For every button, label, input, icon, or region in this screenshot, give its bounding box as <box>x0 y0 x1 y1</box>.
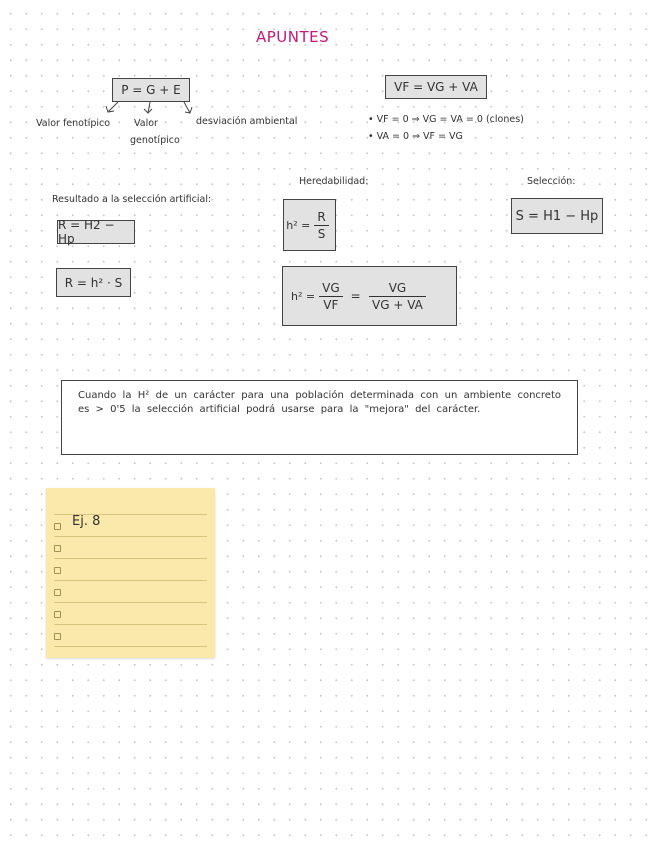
r-formula-box-2 <box>56 268 131 297</box>
checkbox[interactable] <box>54 611 61 618</box>
h2-variance-box <box>282 266 457 326</box>
h2b-fraction-2 <box>369 281 427 312</box>
checkbox[interactable] <box>54 633 61 640</box>
p-formula: P = G + E <box>121 83 181 97</box>
h2-numerator: R <box>314 210 328 226</box>
r-formula-2: R = h² · S <box>64 275 123 290</box>
p-formula-box <box>112 78 190 102</box>
label-genotipico-2: genotípico <box>130 135 180 146</box>
heading-heredabilidad: Heredabilidad: <box>299 176 369 187</box>
h2b-denominator-1: VF <box>323 297 339 312</box>
h2-denominator: S <box>317 226 326 241</box>
h2b-fraction-1 <box>319 281 343 312</box>
sticky-line <box>54 646 207 647</box>
paragraph-text: Cuando la H² de un carácter para una población determinada con un ambiente concreto es > 0'5 la selección artificial podrá usarse para la "mejora" del carácter. <box>78 390 561 415</box>
s-formula: S = H1 − Hp <box>515 208 599 224</box>
heading-seleccion: Selección: <box>527 176 576 187</box>
r-formula-box-1 <box>57 220 135 244</box>
label-genotipico-1: Valor <box>134 118 158 129</box>
h2-prefix: h² = <box>286 218 311 232</box>
checkbox[interactable] <box>54 523 61 530</box>
paragraph-box <box>61 380 578 455</box>
h2b-numerator-1: VG <box>319 281 343 297</box>
sticky-line <box>54 602 207 603</box>
h2b-prefix: h² = <box>291 289 316 303</box>
checkbox[interactable] <box>54 567 61 574</box>
h2b-numerator-2: VG <box>369 281 427 297</box>
sticky-item: Ej. 8 <box>72 514 101 529</box>
sticky-note[interactable] <box>46 488 215 658</box>
h2b-denominator-2: VG + VA <box>372 297 423 312</box>
s-formula-box <box>511 198 603 234</box>
label-fenotipico: Valor fenotípico <box>36 118 111 129</box>
sticky-line <box>54 624 207 625</box>
sticky-line <box>54 558 207 559</box>
sticky-line <box>54 536 207 537</box>
h2b-equals: = <box>350 289 361 303</box>
h2-formula-box <box>283 199 336 251</box>
page-title: APUNTES <box>256 28 330 46</box>
checkbox[interactable] <box>54 545 61 552</box>
heading-resultado: Resultado a la selección artificial: <box>52 194 212 205</box>
vf-formula-box <box>385 75 487 99</box>
checkbox[interactable] <box>54 589 61 596</box>
note-line-2: • VA = 0 ⇒ VF = VG <box>368 131 463 142</box>
note-line-1: • VF = 0 ⇒ VG = VA = 0 (clones) <box>368 114 524 125</box>
r-formula-1: R = H2 − Hp <box>58 218 115 246</box>
label-ambiental: desviación ambiental <box>196 116 298 127</box>
vf-formula: VF = VG + VA <box>394 80 478 94</box>
sticky-line <box>54 580 207 581</box>
h2-fraction <box>314 210 328 241</box>
